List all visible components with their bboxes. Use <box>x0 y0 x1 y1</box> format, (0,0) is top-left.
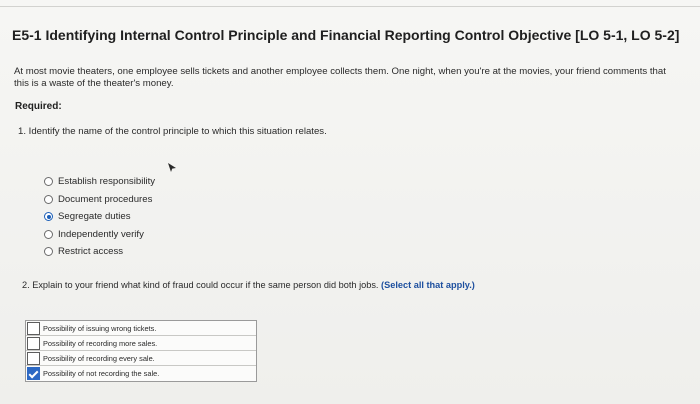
control-principle-radio-group <box>44 173 155 261</box>
checkbox-option-more-sales[interactable] <box>26 336 256 351</box>
radio-option-label: Independently verify <box>58 228 144 240</box>
radio-option-label: Document procedures <box>58 193 153 205</box>
radio-option-label: Segregate duties <box>58 211 131 223</box>
checkbox[interactable] <box>27 322 40 335</box>
radio-option-independently-verify[interactable] <box>44 226 155 244</box>
checkbox-option-wrong-tickets[interactable] <box>26 321 256 336</box>
checkbox-label: Possibility of issuing wrong tickets. <box>43 323 157 333</box>
top-divider <box>0 6 700 7</box>
radio-option-restrict-access[interactable] <box>44 243 155 261</box>
radio-option-label: Establish responsibility <box>58 176 156 188</box>
radio-option-segregate-duties[interactable] <box>44 208 155 226</box>
checkbox-option-every-sale[interactable] <box>26 351 256 366</box>
checkbox-option-not-recording-sale[interactable] <box>26 366 256 381</box>
mouse-pointer-icon <box>166 162 178 174</box>
checked-checkbox[interactable] <box>27 367 40 380</box>
radio-button-selected[interactable] <box>44 212 53 221</box>
part-1-prompt: 1. Identify the name of the control principle to which this situation relates. <box>18 126 327 137</box>
fraud-checkbox-list <box>25 320 257 382</box>
radio-button[interactable] <box>44 230 53 239</box>
radio-option-document-procedures[interactable] <box>44 191 155 209</box>
radio-button[interactable] <box>44 195 53 204</box>
radio-option-label: Restrict access <box>58 246 124 258</box>
radio-button[interactable] <box>44 247 53 256</box>
checkbox[interactable] <box>27 337 40 350</box>
checkbox[interactable] <box>27 352 40 365</box>
radio-button[interactable] <box>44 177 53 186</box>
part-2-prompt-line <box>22 280 475 290</box>
select-all-instruction: (Select all that apply.) <box>381 280 475 290</box>
page-title: E5-1 Identifying Internal Control Principle and Financial Reporting Control Objective [LO 5-1, LO 5-2] <box>12 27 680 43</box>
radio-option-establish-responsibility[interactable] <box>44 173 155 191</box>
part-2-prompt: 2. Explain to your friend what kind of fraud could occur if the same person did both jobs. <box>22 280 379 290</box>
question-intro: At most movie theaters, one employee sells tickets and another employee collects them. One night, when you're at the movies, your friend comments that this is a waste of the theater's money. <box>14 66 666 89</box>
required-label: Required: <box>15 101 62 112</box>
checkbox-label: Possibility of recording every sale. <box>43 353 155 363</box>
checkbox-label: Possibility of recording more sales. <box>43 338 158 348</box>
checkbox-label: Possibility of not recording the sale. <box>43 369 160 378</box>
